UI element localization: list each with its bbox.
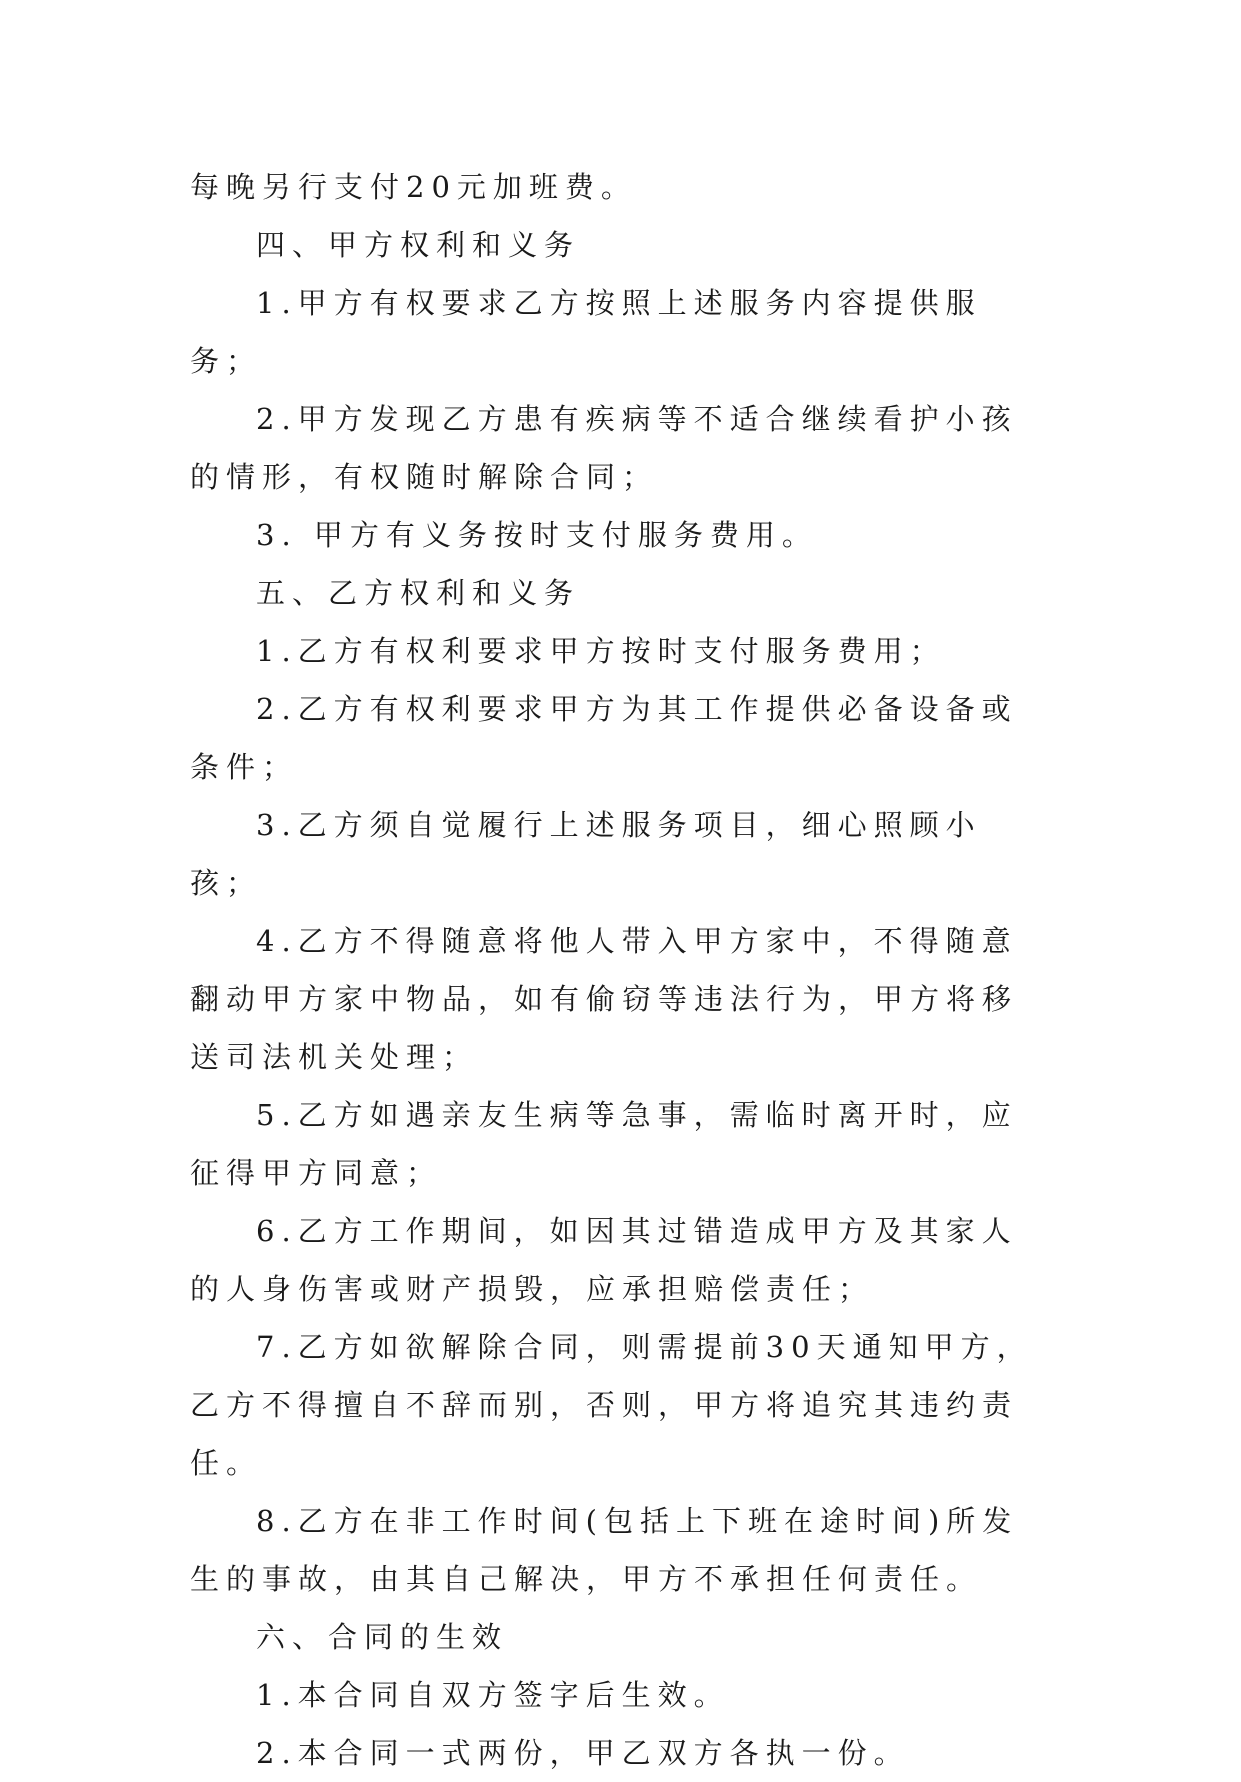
paragraph-party-b-4: 4.乙方不得随意将他人带入甲方家中，不得随意翻动甲方家中物品，如有偷窃等违法行为，甲方将移送司法机关处理；: [190, 924, 1019, 1074]
paragraph-party-b-6: 6.乙方工作期间，如因其过错造成甲方及其家人的人身伤害或财产损毁，应承担赔偿责任；: [190, 1214, 1018, 1306]
paragraph-party-b-5: 5.乙方如遇亲友生病等急事，需临时离开时，应征得甲方同意；: [190, 1098, 1018, 1190]
paragraph-party-b-7: 7.乙方如欲解除合同，则需提前30天通知甲方，乙方不得擅自不辞而别，否则，甲方将追究其违约责任。: [190, 1330, 1033, 1480]
paragraph-party-a-3: 3. 甲方有义务按时支付服务费用。: [256, 518, 818, 552]
paragraph-effect-1: 1.本合同自双方签字后生效。: [256, 1678, 730, 1712]
paragraph-party-b-1: 1.乙方有权利要求甲方按时支付服务费用；: [256, 634, 946, 668]
paragraph-party-a-1: 1.甲方有权要求乙方按照上述服务内容提供服务；: [190, 286, 982, 378]
paragraph-party-b-3: 3.乙方须自觉履行上述服务项目，细心照顾小孩；: [190, 808, 982, 900]
heading-party-a-rights: 四、甲方权利和义务: [256, 228, 581, 262]
paragraph-overtime-continuation: 每晚另行支付20元加班费。: [190, 170, 637, 204]
paragraph-party-b-8: 8.乙方在非工作时间(包括上下班在途时间)所发生的事故，由其自己解决，甲方不承担任何责任。: [190, 1504, 1019, 1596]
heading-party-b-rights: 五、乙方权利和义务: [256, 576, 581, 610]
paragraph-party-a-2: 2.甲方发现乙方患有疾病等不适合继续看护小孩的情形，有权随时解除合同；: [190, 402, 1018, 494]
paragraph-effect-2: 2.本合同一式两份，甲乙双方各执一份。: [256, 1736, 910, 1770]
heading-contract-effect: 六、合同的生效: [256, 1620, 509, 1654]
contract-body: [190, 158, 1050, 1782]
paragraph-party-b-2: 2.乙方有权利要求甲方为其工作提供必备设备或条件；: [190, 692, 1018, 784]
